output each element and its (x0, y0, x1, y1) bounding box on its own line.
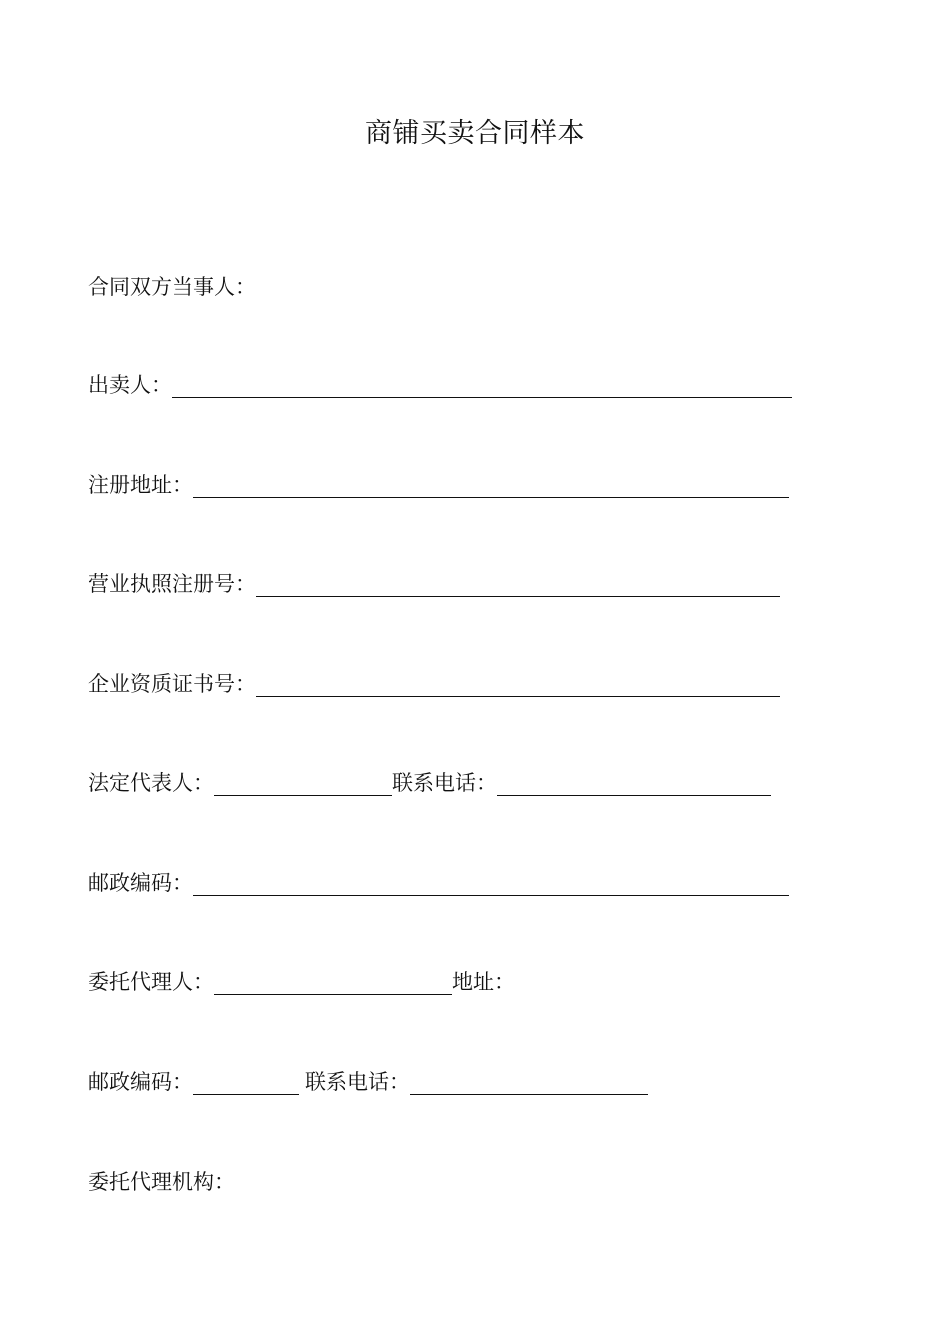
legal-rep-row (88, 768, 771, 798)
seller-label: 出卖人： (88, 373, 172, 397)
legal-rep-label: 法定代表人： (88, 771, 214, 795)
reg-address-row (88, 470, 789, 500)
agency-label: 委托代理机构： (88, 1170, 235, 1194)
license-no-blank[interactable] (256, 572, 780, 597)
agent-blank[interactable] (214, 970, 452, 995)
phone-blank-1[interactable] (497, 771, 771, 796)
parties-heading-row (88, 272, 256, 302)
postcode-label-2: 邮政编码： (88, 1070, 193, 1094)
qualification-no-blank[interactable] (256, 672, 780, 697)
reg-address-label: 注册地址： (88, 473, 193, 497)
agent-row (88, 967, 515, 997)
seller-blank[interactable] (172, 373, 792, 398)
qualification-no-label: 企业资质证书号： (88, 672, 256, 696)
legal-rep-blank[interactable] (214, 771, 392, 796)
postcode-blank-2[interactable] (193, 1070, 299, 1095)
phone-blank-2[interactable] (410, 1070, 648, 1095)
agent-label: 委托代理人： (88, 970, 214, 994)
postcode-blank-1[interactable] (193, 871, 789, 896)
license-no-label: 营业执照注册号： (88, 572, 256, 596)
postcode-row-1 (88, 868, 789, 898)
postcode-label-1: 邮政编码： (88, 871, 193, 895)
reg-address-blank[interactable] (193, 473, 789, 498)
phone-label-2: 联系电话： (305, 1070, 410, 1094)
qualification-no-row (88, 669, 780, 699)
phone-label-1: 联系电话： (392, 771, 497, 795)
agency-row (88, 1167, 235, 1197)
document-title: 商铺买卖合同样本 (365, 118, 585, 149)
parties-heading: 合同双方当事人： (88, 275, 256, 299)
seller-row (88, 370, 792, 400)
postcode-row-2 (88, 1067, 648, 1097)
address-label: 地址： (452, 970, 515, 994)
license-no-row (88, 569, 780, 599)
